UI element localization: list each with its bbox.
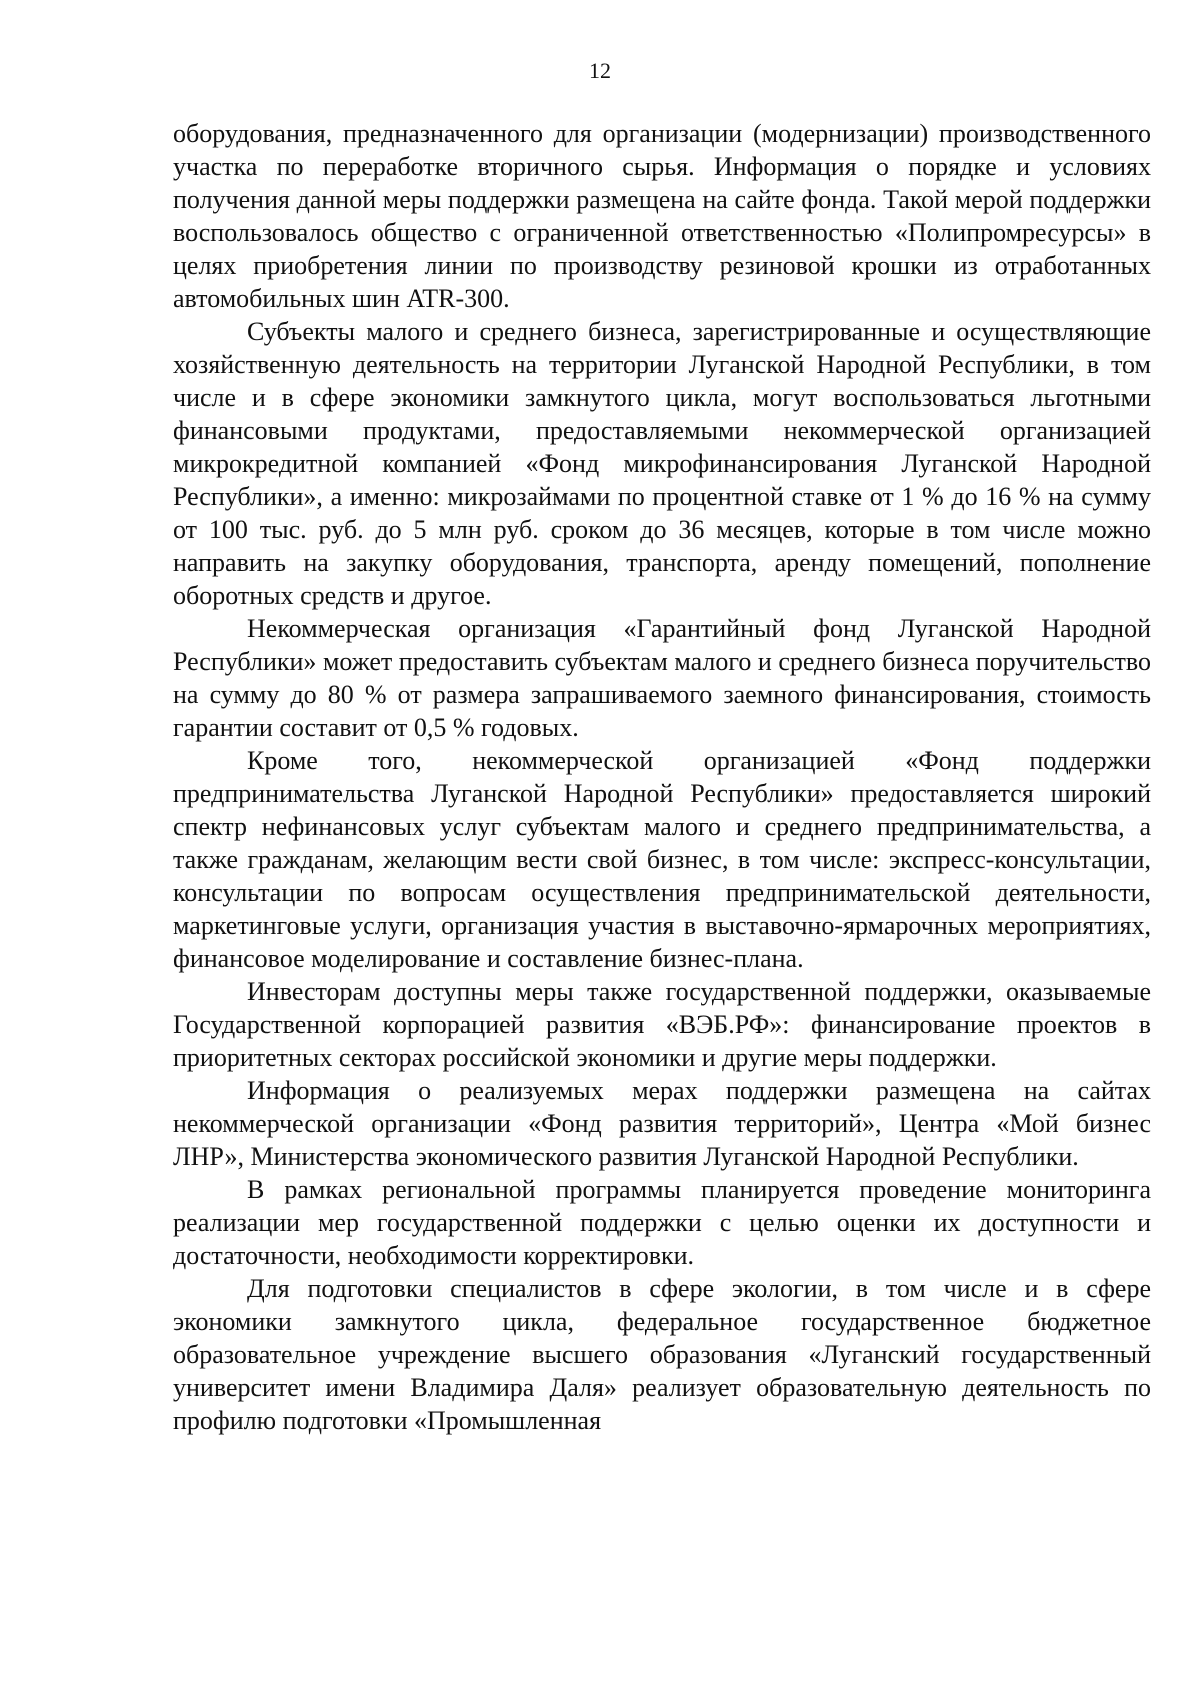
- page-number: 12: [589, 58, 611, 83]
- paragraph-support-info-sites: Информация о реализуемых мерах поддержки размещена на сайтах некоммерческой организации «Фонд развития территорий», Центра «Мой бизнес ЛНР», Министерства экономического развития Луганской Народной Республики.: [173, 1076, 1151, 1171]
- paragraph-specialist-training: Для подготовки специалистов в сфере экологии, в том числе и в сфере экономики замкнутого цикла, федеральное государственное бюджетное образовательное учреждение высшего образования «Луганский государственный университет имени Владимира Даля» реализует образовательную деятельность по профилю подготовки «Промышленная: [173, 1274, 1151, 1435]
- paragraph-entrepreneurship-support: Кроме того, некоммерческой организацией «Фонд поддержки предпринимательства Луганской Народной Республики» предоставляется широкий спектр нефинансовых услуг субъектам малого и среднего предпринимательства, а также гражданам, желающим вести свой бизнес, в том числе: экспресс-консультации, консультации по вопросам осуществления предпринимательской деятельности, маркетинговые услуги, организация участия в выставочно-ярмарочных мероприятиях, финансовое моделирование и составление бизнес-плана.: [173, 746, 1151, 973]
- document-body: [173, 117, 1151, 1437]
- paragraph-guarantee-fund: Некоммерческая организация «Гарантийный фонд Луганской Народной Республики» может предоставить субъектам малого и среднего бизнеса поручительство на сумму до 80 % от размера запрашиваемого заемного финансирования, стоимость гарантии составит от 0,5 % годовых.: [173, 614, 1151, 742]
- paragraph-smb-microloans: Субъекты малого и среднего бизнеса, зарегистрированные и осуществляющие хозяйственную деятельность на территории Луганской Народной Республики, в том числе и в сфере экономики замкнутого цикла, могут воспользоваться льготными финансовыми продуктами, предоставляемыми некоммерческой организацией микрокредитной компанией «Фонд микрофинансирования Луганской Народной Республики», а именно: микрозаймами по процентной ставке от 1 % до 16 % на сумму от 100 тыс. руб. до 5 млн руб. сроком до 36 месяцев, которые в том числе можно направить на закупку оборудования, транспорта, аренду помещений, пополнение оборотных средств и другое.: [173, 317, 1151, 610]
- paragraph-monitoring: В рамках региональной программы планируется проведение мониторинга реализации мер государственной поддержки с целью оценки их доступности и достаточности, необходимости корректировки.: [173, 1175, 1151, 1270]
- paragraph-continuation: оборудования, предназначенного для организации (модернизации) производственного участка по переработке вторичного сырья. Информация о порядке и условиях получения данной меры поддержки размещена на сайте фонда. Такой мерой поддержки воспользовалось общество с ограниченной ответственностью «Полипромресурсы» в целях приобретения линии по производству резиновой крошки из отработанных автомобильных шин ATR-300.: [173, 119, 1151, 313]
- paragraph-investor-support: Инвесторам доступны меры также государственной поддержки, оказываемые Государственной корпорацией развития «ВЭБ.РФ»: финансирование проектов в приоритетных секторах российской экономики и другие меры поддержки.: [173, 977, 1151, 1072]
